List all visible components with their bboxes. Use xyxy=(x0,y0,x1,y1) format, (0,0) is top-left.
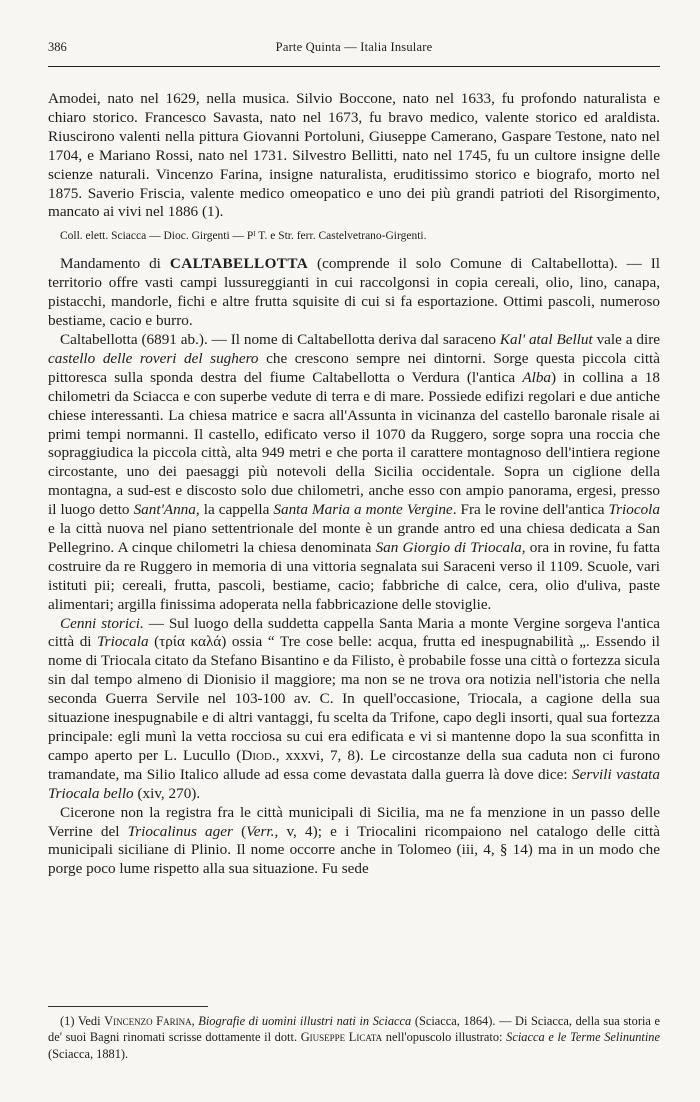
mandamento-name: CALTABELLOTTA xyxy=(169,255,309,273)
header-rule xyxy=(48,66,660,67)
paragraph-caltabellotta: Caltabellotta (6891 ab.). — Il nome di Caltabellotta deriva dal saraceno Kal' atal Bellut vale a dire castello delle roveri del sughero che crescono sempre nei dintorni. Sorge questa piccola città pittoresca sulla sponda destra del fiume Caltabellotta o Verdura (l'antica Alba) in collina a 18 chilometri da Sciacca e con superbe vedute di terra e di mare. Possiede edifizi regolari e due antiche chiese interessanti. La chiesa matrice e sacra all'Assunta in vicinanza del castello baronale risale ai primi tempi normanni. Il castello, edificato verso il 1070 da Ruggero, sorge sopra una roccia che sopraggiudica la piccola città, alta 949 metri e che porta il carattere montagnoso dell'intiera regione circostante, uno dei paesaggi più notevoli della Sicilia occidentale. Sopra un ciglione della montagna, a sud-est e discosto solo due chilometri, anche esso con ampio panorama, ergesi, presso il luogo detto Sant'Anna, la cappella Santa Maria a monte Vergine. Fra le rovine dell'antica Triocola e la città nuova nel piano settentrionale del monte è un grande antro ed una chiesa dedicata a San Pellegrino. A cinque chilometri la chiesa denominata San Giorgio di Triocala, ora in rovine, fu fatta costruire da re Ruggero in memoria di una vittoria segnalata sui Saraceni verso il 1109. Scuole, vari istituti pii; cereali, frutta, pascoli, bestiame, cacio; fabbriche di calce, cera, olio d'uliva, paste alimentari; argilla finissima adoperata nella fabbricazione delle stoviglie. xyxy=(48,330,660,613)
page-number: 386 xyxy=(48,40,67,54)
section-heading-cenni-storici: Cenni storici. xyxy=(60,614,144,632)
footnote xyxy=(48,1013,660,1062)
paragraph-cicerone: Cicerone non la registra fra le città municipali di Sicilia, ma ne fa menzione in un passo delle Verrine del Triocalinus ager (Verr., v, 4); e i Triocalini ricompaiono nel catalogo delle città municipali siciliane di Plinio. Il nome occorre anche in Tolomeo (iii, 4, § 14) ma in un modo che porge poco lume rispetto alla sua situazione. Fu sede xyxy=(48,803,660,878)
paragraph-cenni-storici: Cenni storici. — Sul luogo della suddetta cappella Santa Maria a monte Vergine sorgeva l'antica città di Triocala (τρία καλά) ossia “ Tre cose belle: acqua, frutta ed inespugnabilità „. Essendo il nome di Triocala citato da Stefano Bisantino e da Filisto, è probabile fosse una città o fortezza sicula sin dal tempo almeno di Dionisio il maggiore; ma non se ne trova ora notizia nell'istoria che nella seconda Guerra Servile nel 103-100 av. C. In quell'occasione, Triocala, a cagione della sua situazione inespugnabile e di altri vantaggi, fu scelta da Trifone, capo degli insorti, qual sua fortezza principale: egli munì la vetta rocciosa su cui era edificata e vi si mantenne dopo la sua sconfitta in campo aperto per L. Lucullo (Diod., xxxvi, 7, 8). Le circostanze della sua caduta non ci furono tramandate, ma Silio Italico allude ad essa come devastata dalla guerra là dove dice: Servili vastata Triocala bello (xiv, 270). xyxy=(48,614,660,802)
paragraph-biographies: Amodei, nato nel 1629, nella musica. Silvio Boccone, nato nel 1633, fu profondo naturalista e chiaro storico. Francesco Savasta, nato nel 1673, fu bravo medico, valente storico ed araldista. Riuscirono valenti nella pittura Giovanni Portoluni, Giuseppe Camerano, Gaspare Testone, nato nel 1704, e Mariano Rossi, nato nel 1731. Silvestro Bellitti, nato nel 1745, fu un cultore insigne delle scienze naturali. Vincenzo Farina, insigne naturalista, eruditissimo storico e biografo, morto nel 1875. Saverio Friscia, valente medico omeopatico e uno dei più grandi patrioti del Risorgimento, mancato ai vivi nel 1886 (1). xyxy=(48,90,660,221)
footnote-rule xyxy=(48,1006,208,1007)
footnote-1: (1) Vedi Vincenzo Farina, Biografie di uomini illustri nati in Sciacca (Sciacca, 1864). — Di Sciacca, della sua storia e de' suoi Bagni rinomati scrisse dottamente il dott. Giuseppe Licata nell'opuscolo illustrato: Sciacca e le Terme Selinuntine (Sciacca, 1881). xyxy=(48,1014,660,1061)
electoral-note: Coll. elett. Sciacca — Dioc. Girgenti — Pᴵ T. e Str. ferr. Castelvetrano-Girgenti. xyxy=(60,230,427,243)
paragraph-mandamento: Mandamento di CALTABELLOTTA (comprende il solo Comune di Caltabellotta). — Il territorio offre vasti campi lussureggianti in cui raccolgonsi in copia cereali, olio, lino, canapa, pistacchi, mandorle, fichi e altre frutta squisite di cui si fa esportazione. Ottimi pascoli, numeroso bestiame, cacio e burro. xyxy=(48,255,661,330)
running-header xyxy=(48,38,660,56)
main-text xyxy=(48,90,660,879)
running-title: Parte Quinta — Italia Insulare xyxy=(275,40,433,54)
